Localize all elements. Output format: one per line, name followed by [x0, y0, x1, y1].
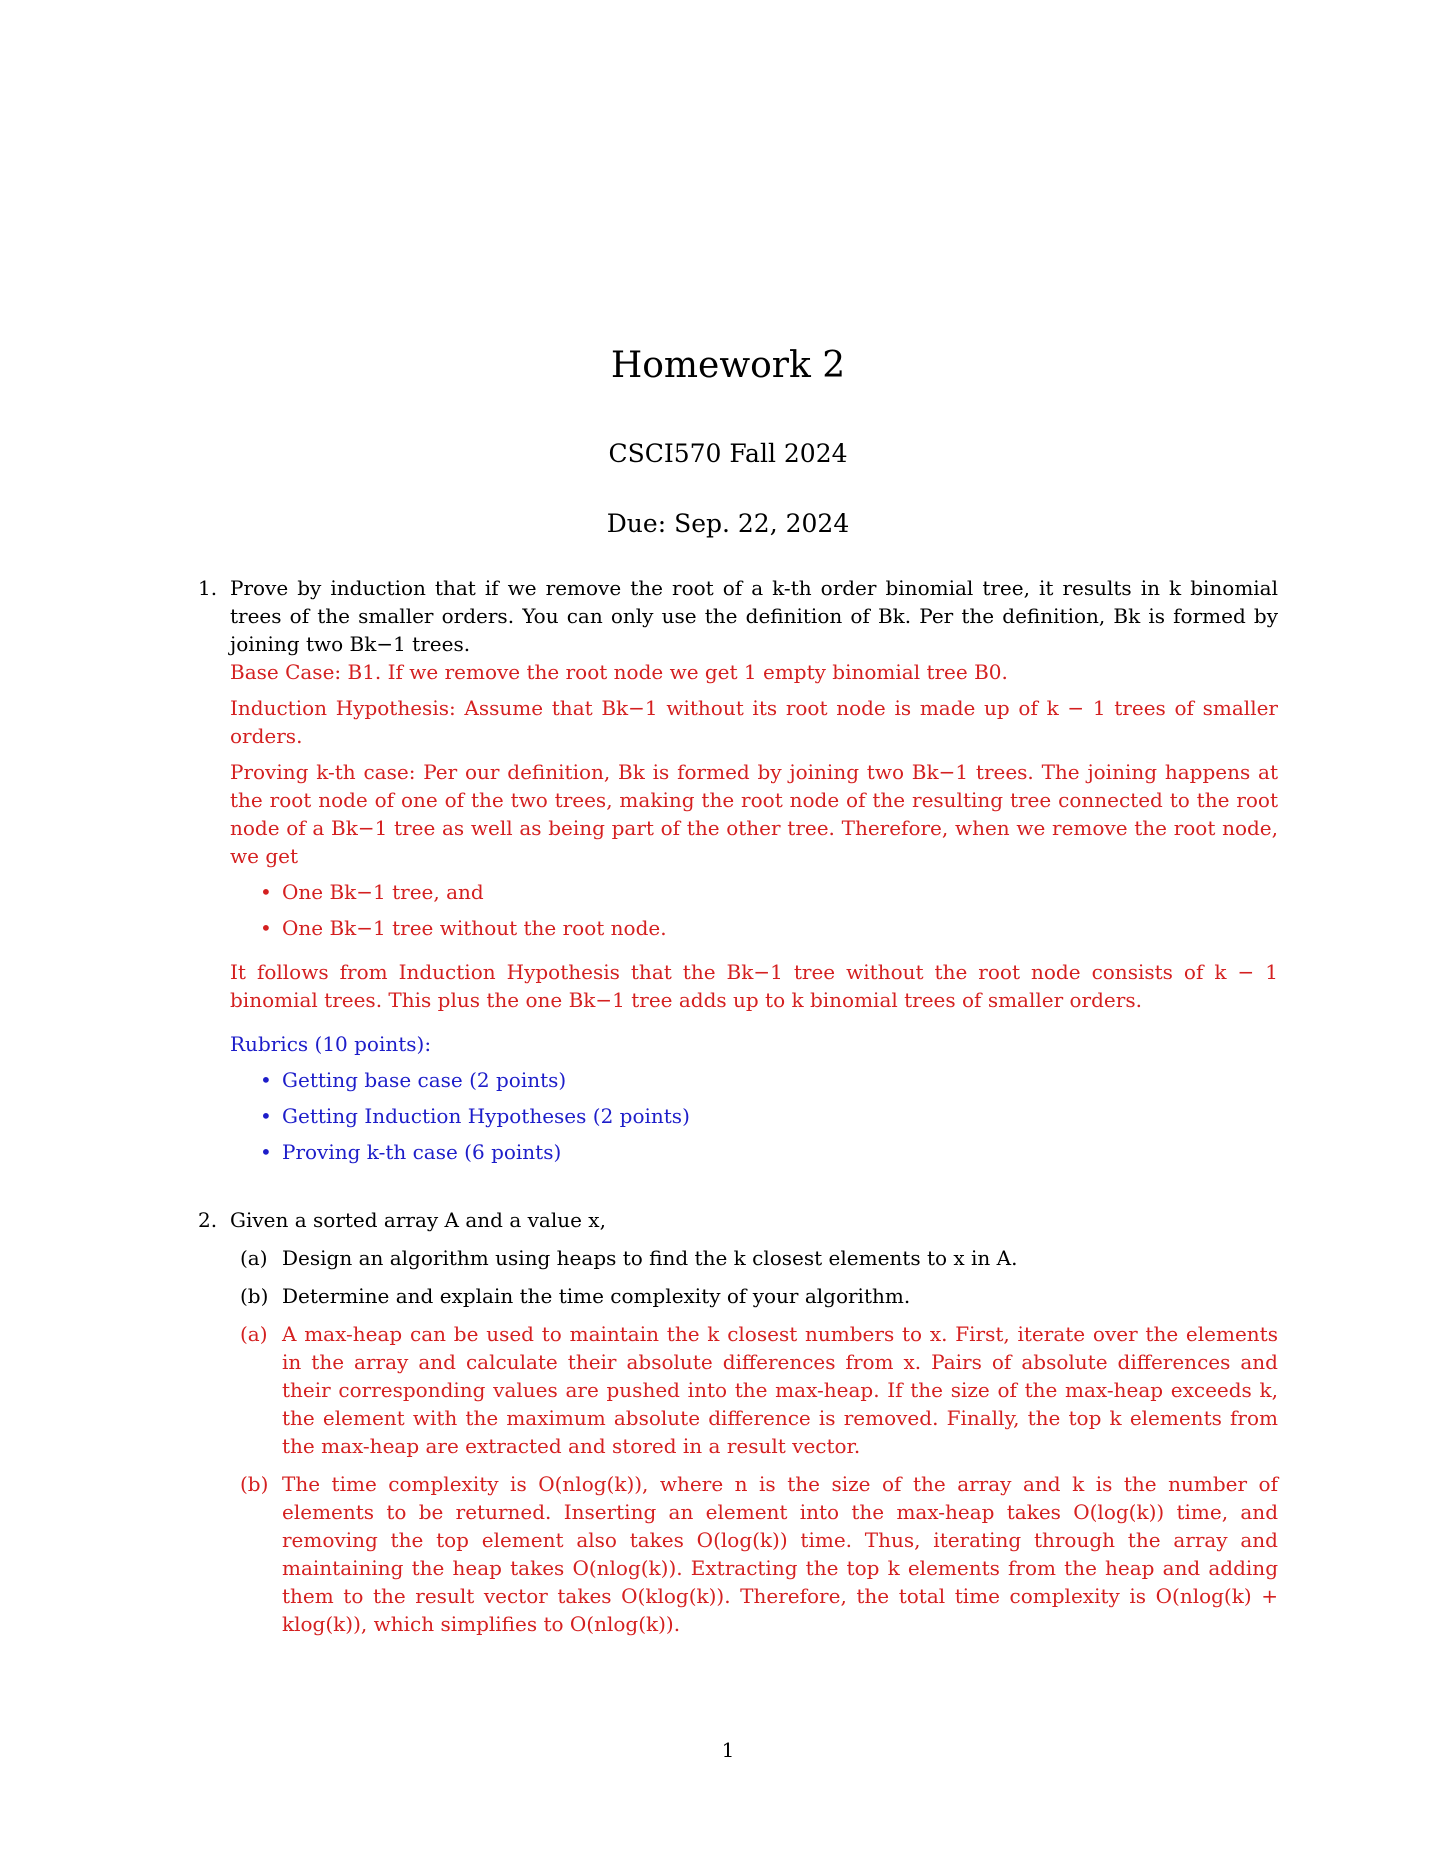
part-label: (a): [240, 1322, 268, 1346]
proving-kth-case: Proving k-th case: Per our definition, Bk is formed by joining two Bk−1 trees. The joining happens at the root node of one of the two trees, making the root node of the resulting tree connected to the root node of a Bk−1 tree as well as being part of the other tree. Therefore, when we remove the root node, we get: [230, 760, 1278, 868]
result-bullet-list: [230, 878, 1278, 942]
answer-parts: [230, 1320, 1278, 1638]
question-prompt: Prove by induction that if we remove the root of a k-th order binomial tree, it results in k binomial trees of the smaller orders. You can only use the definition of Bk. Per the definition, Bk is formed by joining two Bk−1 trees.: [230, 576, 1278, 656]
question-part: [230, 1282, 1278, 1310]
due-date: Due: Sep. 22, 2024: [606, 509, 850, 538]
course-line: CSCI570 Fall 2024: [608, 439, 848, 468]
rubric-title: Rubrics (10 points):: [230, 1032, 432, 1056]
list-item: • Getting Induction Hypotheses (2 points): [282, 1102, 1278, 1130]
question-number: 1.: [198, 576, 218, 600]
list-item: • Proving k-th case (6 points): [282, 1138, 1278, 1166]
question-2: [198, 1206, 1278, 1638]
part-label: (b): [240, 1284, 269, 1308]
part-text: The time complexity is O(nlog(k)), where n is the size of the array and k is the number of elements to be returned. Inserting an element into the max-heap takes O(log(k)) time, and removing the top element also takes O(log(k)) time. Thus, iterating through the array and maintaining the heap takes O(nlog(k)). Extracting the top k elements from the heap and adding them to the result vector takes O(klog(k)). Therefore, the total time complexity is O(nlog(k) + klog(k)), which simplifies to O(nlog(k)).: [282, 1472, 1278, 1636]
question-number: 2.: [198, 1208, 218, 1232]
rubric-list: [230, 1066, 1278, 1166]
question-part: [230, 1244, 1278, 1272]
list-item: • Getting base case (2 points): [282, 1066, 1278, 1094]
base-case: Base Case: B1. If we remove the root node we get 1 empty binomial tree B0.: [230, 660, 1008, 684]
document-body: [198, 574, 1278, 1638]
answer-part: [230, 1320, 1278, 1460]
part-text: A max-heap can be used to maintain the k closest numbers to x. First, iterate over the elements in the array and calculate their absolute differences from x. Pairs of absolute differences and their corresponding values are pushed into the max-heap. If the size of the max-heap exceeds k, the element with the maximum absolute difference is removed. Finally, the top k elements from the max-heap are extracted and stored in a result vector.: [282, 1322, 1278, 1458]
answer-part: [230, 1470, 1278, 1638]
question-prompt: Given a sorted array A and a value x,: [230, 1208, 606, 1232]
page-number: 1: [721, 1738, 735, 1762]
part-label: (b): [240, 1472, 269, 1496]
document-title: Homework 2: [610, 345, 846, 386]
part-text: Design an algorithm using heaps to find the k closest elements to x in A.: [282, 1246, 1018, 1270]
part-label: (a): [240, 1246, 268, 1270]
list-item: • One Bk−1 tree without the root node.: [282, 914, 1278, 942]
question-1: [198, 574, 1278, 1166]
list-item: • One Bk−1 tree, and: [282, 878, 1278, 906]
proof-conclusion: It follows from Induction Hypothesis that the Bk−1 tree without the root node consists of k − 1 binomial trees. This plus the one Bk−1 tree adds up to k binomial trees of smaller orders.: [230, 960, 1278, 1012]
induction-hypothesis: Induction Hypothesis: Assume that Bk−1 without its root node is made up of k − 1 trees of smaller orders.: [230, 696, 1278, 748]
part-text: Determine and explain the time complexity of your algorithm.: [282, 1284, 911, 1308]
question-parts: [230, 1244, 1278, 1310]
